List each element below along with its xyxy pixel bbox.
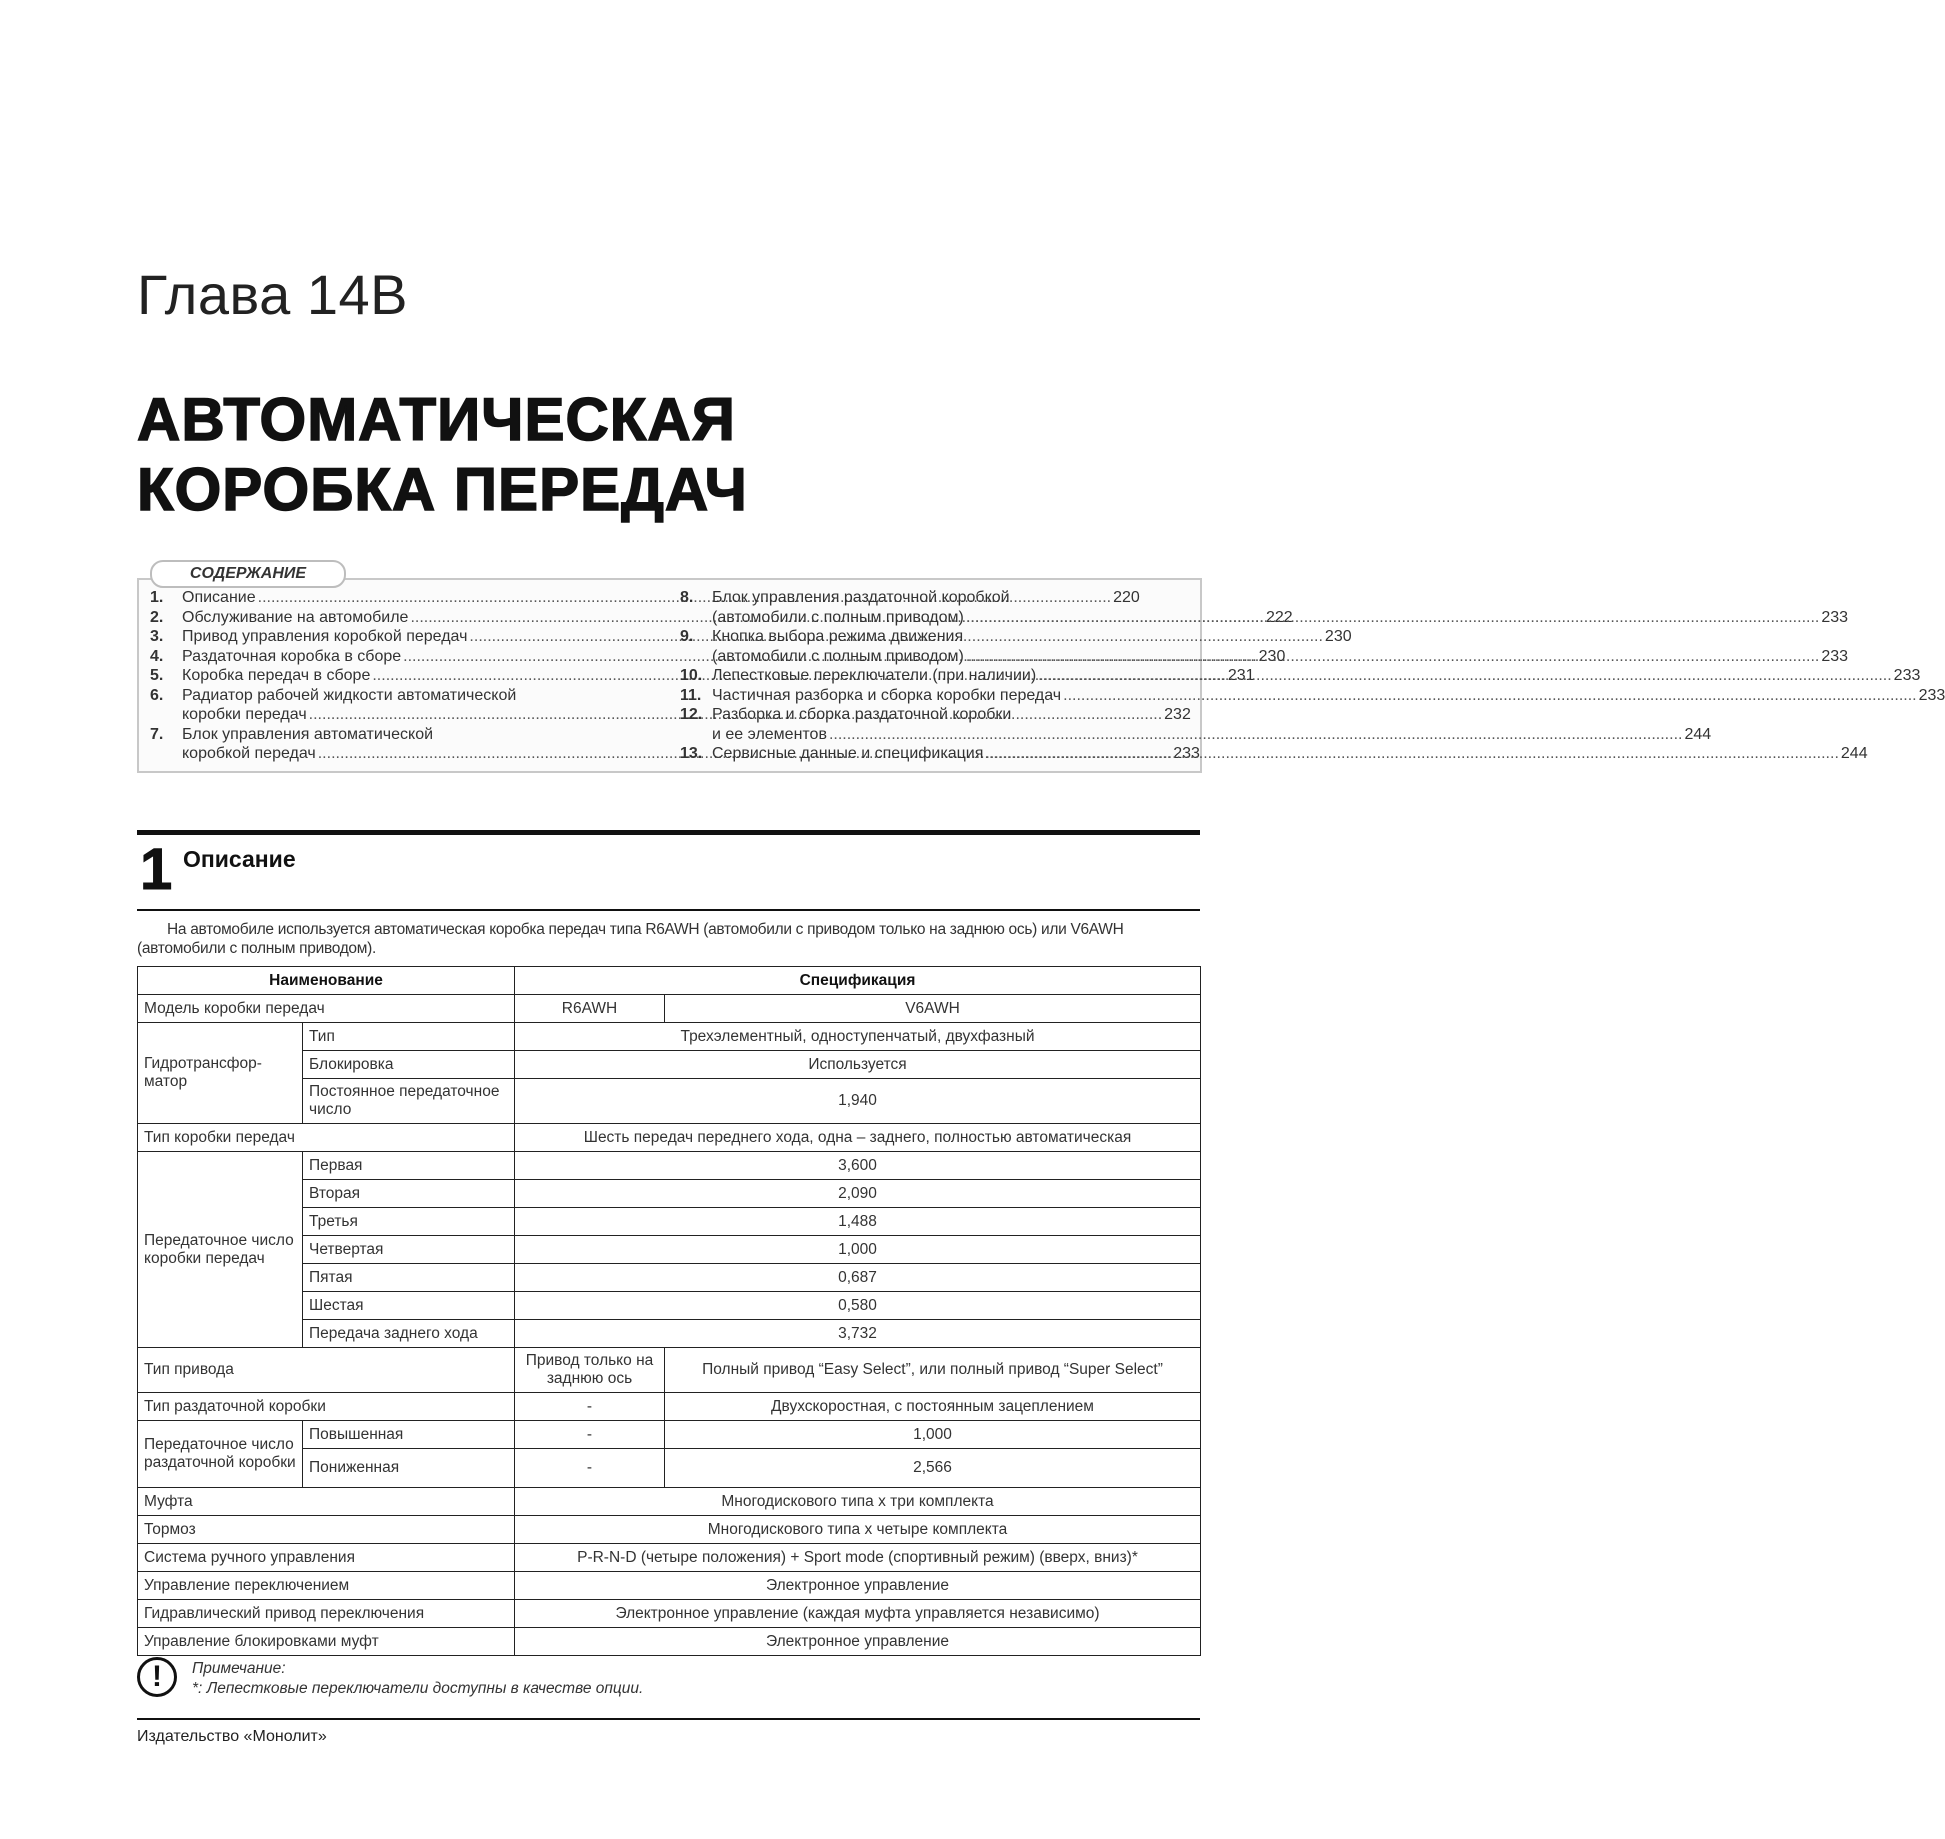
toc-line <box>712 686 1945 706</box>
tc-ratio-label: Постоянное передаточное число <box>303 1079 515 1124</box>
table-row <box>138 995 1201 1023</box>
tcase-low-v: 2,566 <box>665 1449 1201 1488</box>
toc-item-number: 6. <box>150 686 164 704</box>
table-row <box>138 1393 1201 1421</box>
toc-page-number: 233 <box>1173 745 1200 762</box>
toc-item <box>680 705 1712 744</box>
torque-converter-label: Гидротрансфор-матор <box>138 1023 303 1124</box>
clutch-label: Муфта <box>138 1488 515 1516</box>
toc-item-text: Сервисные данные и спецификация <box>712 745 984 762</box>
clutch-value: Многодискового типа x три комплекта <box>515 1488 1201 1516</box>
gear-value: 3,732 <box>515 1320 1201 1348</box>
toc-item-body <box>712 686 1945 706</box>
note-heading: Примечание: <box>192 1660 286 1677</box>
table-row <box>138 1516 1201 1544</box>
table-row <box>138 1152 1201 1180</box>
section-rule-top <box>137 830 1200 835</box>
toc-page-number: 233 <box>1918 686 1945 704</box>
toc-item-body <box>712 705 1711 744</box>
toc-item-body <box>712 744 1868 764</box>
table-row <box>138 1488 1201 1516</box>
spec-table <box>137 966 1201 1656</box>
tcase-high-label: Повышенная <box>303 1421 515 1449</box>
toc-page-number: 232 <box>1164 706 1191 723</box>
transfer-case-type-r: - <box>515 1393 665 1421</box>
footer-rule <box>137 1718 1200 1720</box>
toc-page-number: 244 <box>1684 725 1712 743</box>
toc-item-text: Разборка и сборка раздаточной коробки <box>712 706 1012 723</box>
toc-item-text: Радиатор рабочей жидкости автоматической <box>182 686 517 704</box>
table-row <box>138 1124 1201 1152</box>
drive-type-label: Тип привода <box>138 1348 515 1393</box>
chapter-title <box>137 385 748 525</box>
toc-item-number: 7. <box>150 725 164 743</box>
gear-value: 3,600 <box>515 1152 1201 1180</box>
toc-line <box>712 725 1711 745</box>
toc-item-number: 10. <box>680 667 703 684</box>
toc-page-number: 233 <box>1821 608 1849 626</box>
toc-item-text: Описание <box>182 589 256 606</box>
header-spec: Спецификация <box>515 967 1201 995</box>
gear-value: 0,580 <box>515 1292 1201 1320</box>
toc-item-number: 5. <box>150 667 164 684</box>
toc-line <box>712 705 1711 725</box>
toc-item-text: коробки передач <box>182 706 307 723</box>
toc-leader-dots <box>966 608 1820 628</box>
table-row <box>138 1348 1201 1393</box>
gear-value: 2,090 <box>515 1180 1201 1208</box>
tc-type-value: Трехэлементный, одноступенчатый, двухфазный <box>515 1023 1201 1051</box>
toc-item-number: 12. <box>680 706 703 723</box>
toc-item-body <box>712 627 1848 666</box>
gear-name: Вторая <box>303 1180 515 1208</box>
shift-control-label: Управление переключением <box>138 1572 515 1600</box>
toc-item-text: и ее элементов <box>712 725 827 743</box>
gear-name: Третья <box>303 1208 515 1236</box>
toc-page-number: 230 <box>1258 647 1286 665</box>
lock-control-value: Электронное управление <box>515 1628 1201 1656</box>
lock-control-label: Управление блокировками муфт <box>138 1628 515 1656</box>
toc-line <box>712 666 1920 686</box>
toc-line <box>712 647 1848 667</box>
manual-control-label: Система ручного управления <box>138 1544 515 1572</box>
gear-value: 1,000 <box>515 1236 1201 1264</box>
gear-ratio-label: Передаточное число коробки передач <box>138 1152 303 1348</box>
drive-type-v: Полный привод “Easy Select”, или полный привод “Super Select” <box>665 1348 1201 1393</box>
brake-label: Тормоз <box>138 1516 515 1544</box>
header-name: Наименование <box>138 967 515 995</box>
table-row <box>138 967 1201 995</box>
toc-leader-dots <box>1038 666 1892 686</box>
toc-item-body <box>712 588 1848 627</box>
tc-type-label: Тип <box>303 1023 515 1051</box>
tcase-high-r: - <box>515 1421 665 1449</box>
toc-item-text: коробкой передач <box>182 745 316 762</box>
table-row <box>138 1421 1201 1449</box>
toc-item-number: 11. <box>680 686 702 704</box>
section-rule-bottom <box>137 909 1200 911</box>
toc-item-text: Обслуживание на автомобиле <box>182 608 409 626</box>
toc-item <box>680 744 1868 764</box>
transfer-case-ratio-label: Передаточное число раздаточной коробки <box>138 1421 303 1488</box>
toc-page-number: 233 <box>1893 667 1921 684</box>
gear-name: Четвертая <box>303 1236 515 1264</box>
toc-item-text: Привод управления коробкой передач <box>182 628 468 645</box>
gearbox-type-value: Шесть передач переднего хода, одна – заднего, полностью автоматическая <box>515 1124 1201 1152</box>
toc-item-number: 13. <box>680 745 703 762</box>
toc-item-number: 9. <box>680 628 694 645</box>
gear-value: 0,687 <box>515 1264 1201 1292</box>
table-row <box>138 1544 1201 1572</box>
note-text: *: Лепестковые переключатели доступны в качестве опции. <box>192 1680 644 1697</box>
gear-name: Пятая <box>303 1264 515 1292</box>
toc-leader-dots <box>1063 686 1917 706</box>
transfer-case-type-label: Тип раздаточной коробки <box>138 1393 515 1421</box>
toc-page-number: 222 <box>1265 608 1293 626</box>
toc-line <box>712 608 1848 628</box>
chapter-label: Глава 14В <box>137 263 408 326</box>
table-row <box>138 1572 1201 1600</box>
model-v: V6AWH <box>665 995 1201 1023</box>
toc-line <box>712 744 1868 764</box>
toc-item-text: Коробка передач в сборе <box>182 667 371 684</box>
hydraulic-shift-value: Электронное управление (каждая муфта управляется независимо) <box>515 1600 1201 1628</box>
toc-leader-dots <box>985 744 1839 764</box>
section-number: 1 <box>140 837 173 902</box>
toc-line <box>712 588 1848 608</box>
tc-lock-value: Используется <box>515 1051 1201 1079</box>
model-label: Модель коробки передач <box>138 995 515 1023</box>
toc-item-body <box>712 666 1920 686</box>
manual-control-value: P-R-N-D (четыре положения) + Sport mode (спортивный режим) (вверх, вниз)* <box>515 1544 1201 1572</box>
toc-leader-dots <box>966 647 1820 667</box>
intro-paragraph <box>137 920 1200 958</box>
toc-item-text: Раздаточная коробка в сборе <box>182 647 402 665</box>
chapter-title-line: КОРОБКА ПЕРЕДАЧ <box>137 456 748 523</box>
table-row <box>138 1600 1201 1628</box>
chapter-title-line: АВТОМАТИЧЕСКАЯ <box>137 386 736 453</box>
model-r: R6AWH <box>515 995 665 1023</box>
brake-value: Многодискового типа x четыре комплекта <box>515 1516 1201 1544</box>
toc-page-number: 230 <box>1324 628 1352 645</box>
toc-line <box>712 627 1848 647</box>
toc-item-text: Лепестковые переключатели (при наличии) <box>712 667 1037 684</box>
tc-ratio-value: 1,940 <box>515 1079 1201 1124</box>
toc-leader-dots <box>829 725 1683 745</box>
toc-item-number: 8. <box>680 589 694 606</box>
toc-item-text: (автомобили с полным приводом) <box>712 608 964 626</box>
intro-text: На автомобиле используется автоматическая коробка передач типа R6AWH (автомобили с приводом только на заднюю ось) или V6AWH (автомобили с полным приводом). <box>137 921 1124 957</box>
toc-item-text: Блок управления автоматической <box>182 725 434 743</box>
toc-label: СОДЕРЖАНИЕ <box>150 560 346 588</box>
toc-page-number: 244 <box>1840 745 1868 762</box>
toc-item-text: Кнопка выбора режима движения <box>712 628 964 645</box>
transfer-case-type-v: Двухскоростная, с постоянным зацеплением <box>665 1393 1201 1421</box>
toc-item-number: 1. <box>150 589 164 606</box>
gear-name: Первая <box>303 1152 515 1180</box>
gear-name: Передача заднего хода <box>303 1320 515 1348</box>
exclamation-icon: ! <box>137 1657 177 1697</box>
toc-page-number: 220 <box>1113 589 1140 606</box>
drive-type-r: Привод только на заднюю ось <box>515 1348 665 1393</box>
publisher-footer: Издательство «Монолит» <box>137 1728 327 1745</box>
table-row <box>138 1628 1201 1656</box>
toc-item-number: 3. <box>150 628 164 645</box>
shift-control-value: Электронное управление <box>515 1572 1201 1600</box>
gear-value: 1,488 <box>515 1208 1201 1236</box>
toc-item-number: 4. <box>150 647 164 665</box>
toc-item-number: 2. <box>150 608 164 626</box>
section-title: Описание <box>183 846 296 872</box>
toc-item-text: Частичная разборка и сборка коробки передач <box>712 686 1062 704</box>
toc-page-number: 231 <box>1227 667 1255 684</box>
gearbox-type-label: Тип коробки передач <box>138 1124 515 1152</box>
tcase-low-r: - <box>515 1449 665 1488</box>
table-row <box>138 1023 1201 1051</box>
gear-name: Шестая <box>303 1292 515 1320</box>
toc-item-text: (автомобили с полным приводом) <box>712 647 964 665</box>
toc-page-number: 233 <box>1821 647 1849 665</box>
tc-lock-label: Блокировка <box>303 1051 515 1079</box>
hydraulic-shift-label: Гидравлический привод переключения <box>138 1600 515 1628</box>
tcase-low-label: Пониженная <box>303 1449 515 1488</box>
tcase-high-v: 1,000 <box>665 1421 1201 1449</box>
toc-item-text: Блок управления раздаточной коробкой <box>712 589 1010 606</box>
toc-item <box>680 686 1945 706</box>
